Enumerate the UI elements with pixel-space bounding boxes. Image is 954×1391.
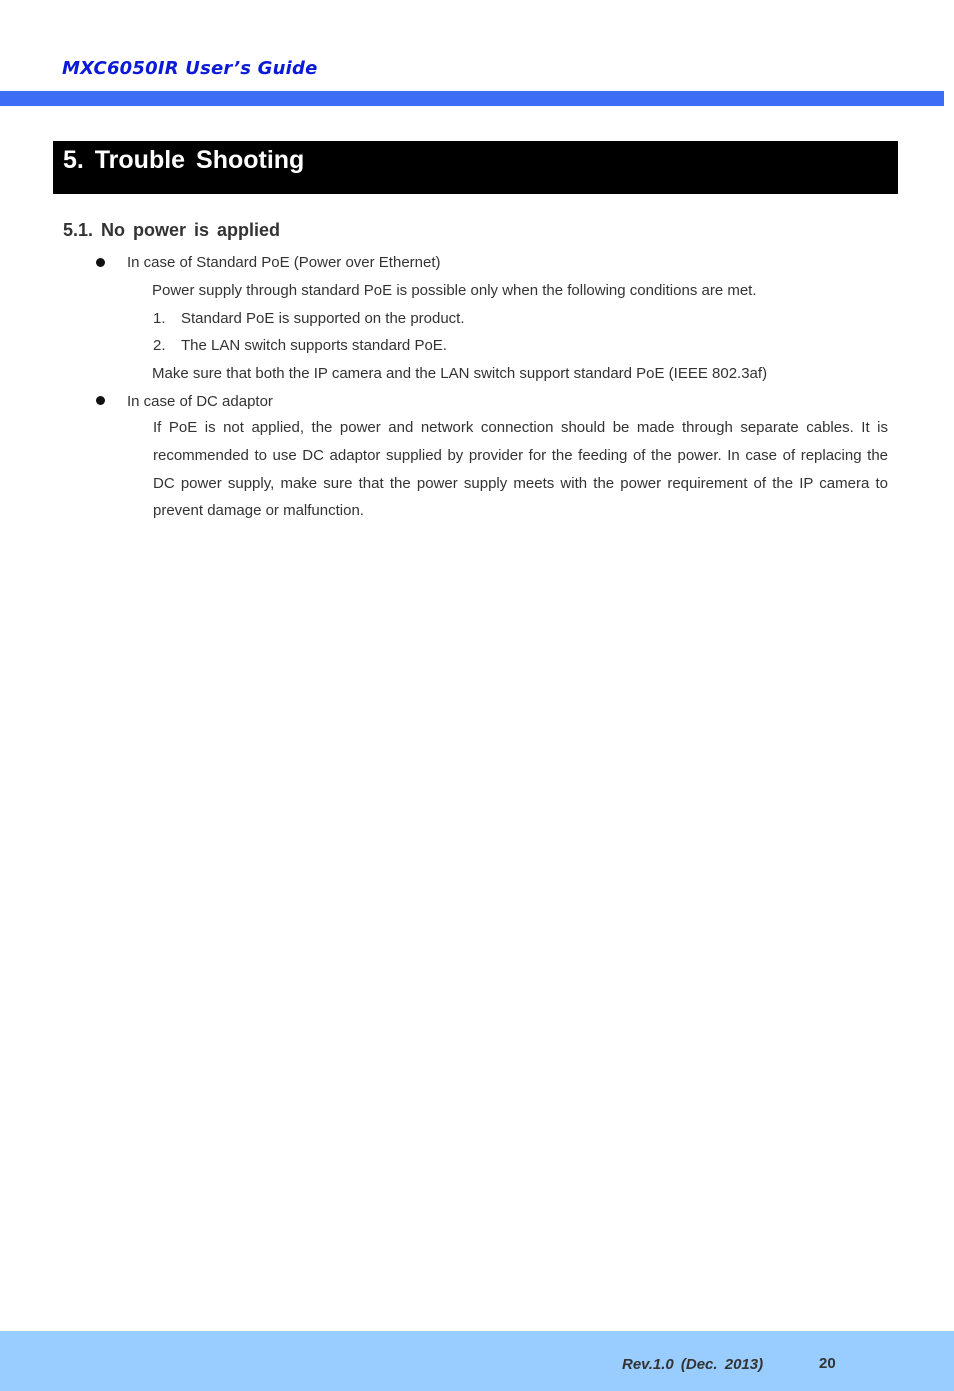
section-title: 5.1. No power is applied xyxy=(63,220,281,240)
poe-note-text: Make sure that both the IP camera and the LAN switch support standard PoE (IEEE 802.3af) xyxy=(152,365,768,382)
footer-bar xyxy=(0,1331,954,1391)
chapter-heading-bar xyxy=(53,141,898,194)
bullet-dot-icon xyxy=(96,258,105,267)
bullet-dot-icon xyxy=(96,396,105,405)
header-rule xyxy=(0,91,944,106)
doc-header-title: MXC6050IR User’s Guide xyxy=(62,58,318,79)
poe-intro-text: Power supply through standard PoE is possible only when the following conditions are met. xyxy=(152,282,757,299)
dc-adaptor-paragraph: If PoE is not applied, the power and network connection should be made through separate cables. It is recommended to use DC adaptor supplied by provider for the feeding of the power. In case of replacing the DC power supply, make sure that the power supply meets with the power requirement of the IP camera to prevent damage or malfunction. xyxy=(153,419,888,520)
list-item-number: 1. xyxy=(153,310,166,327)
page-number: 20 xyxy=(819,1355,836,1372)
revision-label: Rev.1.0 (Dec. 2013) xyxy=(622,1356,764,1373)
list-item-number: 2. xyxy=(153,337,166,354)
chapter-title: 5. Trouble Shooting xyxy=(63,146,305,174)
list-item-text: Standard PoE is supported on the product. xyxy=(181,310,465,327)
list-item-text: The LAN switch supports standard PoE. xyxy=(181,337,447,354)
bullet-label-dc-adaptor: In case of DC adaptor xyxy=(127,393,273,410)
bullet-label-poe: In case of Standard PoE (Power over Ethernet) xyxy=(127,254,441,271)
